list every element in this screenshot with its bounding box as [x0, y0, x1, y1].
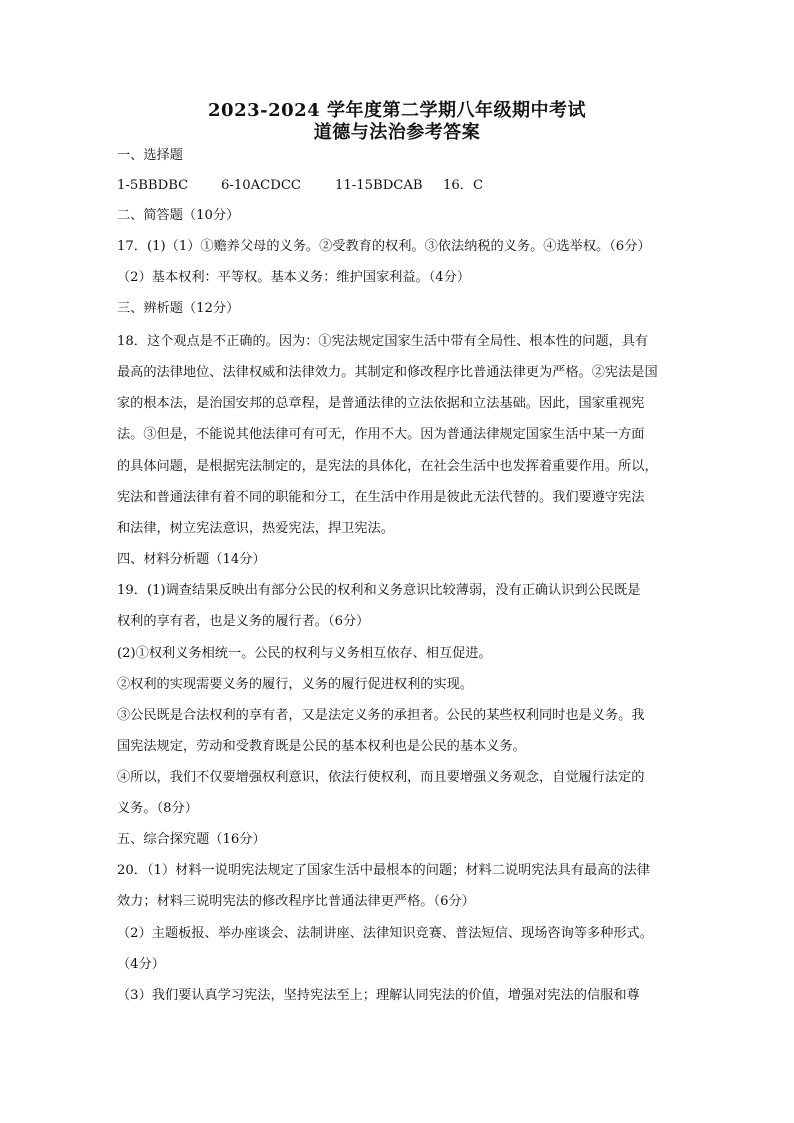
mc-answer-6-10: 6-10ACDCC [221, 178, 301, 193]
mc-answer-11-15: 11-15BDCAB [335, 178, 423, 193]
q19-line: (2)①权利义务相统一。公民的权利与义务相互依存、相互促进。 [117, 646, 492, 661]
section-heading-analysis: 三、辨析题（12分） [117, 301, 240, 316]
mc-answer-1-5: 1-5BBDBC [117, 178, 189, 193]
q19-line: 权利的享有者，也是义务的履行者。（6分） [117, 614, 370, 629]
section-heading-material-analysis: 四、材料分析题（14分） [117, 552, 266, 567]
q19-line: 19．(1)调查结果反映出有部分公民的权利和义务意识比较薄弱，没有正确认识到公民既是 [117, 583, 641, 598]
q18-line: 的具体问题，是根据宪法制定的，是宪法的具体化，在社会生活中也发挥着重要作用。所以， [117, 459, 658, 474]
q20-line: （3）我们要认真学习宪法，坚持宪法至上；理解认同宪法的价值，增强对宪法的信服和尊 [117, 988, 640, 1003]
q19-line: ③公民既是合法权利的享有者，又是法定义务的承担者。公民的某些权利同时也是义务。我 [117, 708, 645, 723]
q19-line: 义务。（8分） [117, 801, 198, 816]
document-subtitle: 道德与法治参考答案 [313, 122, 481, 143]
q17-part1: 17．(1)（1）①赡养父母的义务。②受教育的权利。③依法纳税的义务。④选举权。（6分） [117, 239, 651, 254]
q20-line: （2）主题板报、举办座谈会、法制讲座、法律知识竞赛、普法短信、现场咨询等多种形式。 [117, 926, 653, 941]
q18-line: 宪法和普通法律有着不同的职能和分工，在生活中作用是彼此无法代替的。我们要遵守宪法 [117, 490, 645, 505]
q18-line: 和法律，树立宪法意识，热爱宪法，捍卫宪法。 [117, 521, 394, 536]
q18-line: 最高的法律地位、法律权威和法律效力。其制定和修改程序比普通法律更为严格。②宪法是国 [117, 365, 658, 380]
q18-line: 18．这个观点是不正确的。因为：①宪法规定国家生活中带有全局性、根本性的问题，具有 [117, 334, 649, 349]
q19-line: ④所以，我们不仅要增强权利意识，依法行使权利，而且要增强义务观念，自觉履行法定的 [117, 770, 645, 785]
q20-line: （4分） [117, 957, 165, 972]
q18-line: 法。③但是，不能说其他法律可有可无，作用不大。因为普通法律规定国家生活中某一方面 [117, 427, 645, 442]
mc-answer-16: 16．C [443, 178, 484, 193]
q19-line: 国宪法规定，劳动和受教育既是公民的基本权利也是公民的基本义务。 [117, 739, 526, 754]
section-heading-inquiry: 五、综合探究题（16分） [117, 832, 266, 847]
section-heading-choice: 一、选择题 [117, 148, 183, 163]
q17-part2: （2）基本权利：平等权。基本义务：维护国家利益。（4分） [117, 270, 471, 285]
q19-line: ②权利的实现需要义务的履行，义务的履行促进权利的实现。 [117, 677, 474, 692]
multiple-choice-answers [117, 177, 697, 195]
section-heading-short-answer: 二、简答题（10分） [117, 208, 240, 223]
q18-line: 家的根本法，是治国安邦的总章程，是普通法律的立法依据和立法基础。因此，国家重视宪 [117, 396, 645, 411]
q20-line: 效力；材料三说明宪法的修改程序比普通法律更严格。（6分） [117, 894, 475, 909]
q20-line: 20．（1）材料一说明宪法规定了国家生活中最根本的问题；材料二说明宪法具有最高的法律 [117, 863, 650, 878]
document-title: 2023-2024 学年度第二学期八年级期中考试 [208, 100, 586, 121]
